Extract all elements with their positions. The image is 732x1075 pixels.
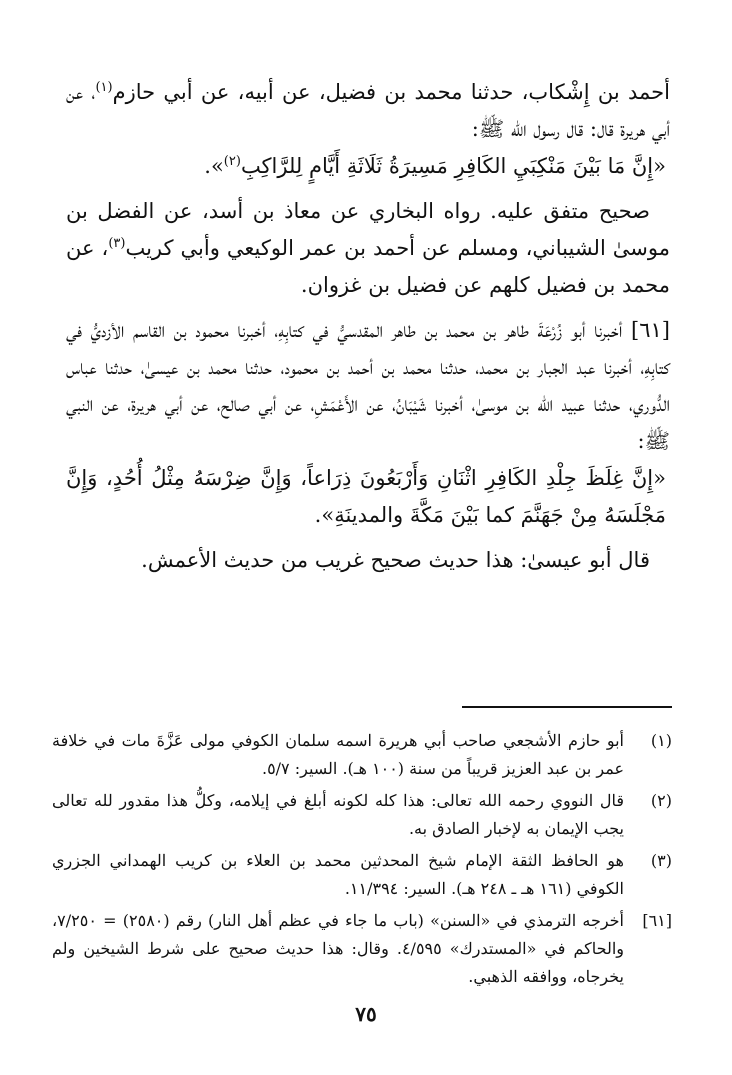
footnote-marker: (١) bbox=[95, 80, 113, 95]
footnote-2 bbox=[52, 787, 672, 843]
footnote-marker: (٣) bbox=[108, 236, 126, 251]
paragraph-abu-isa: قال أبو عيسىٰ: هذا حديث صحيح غريب من حديث الأعمش. bbox=[141, 548, 650, 572]
footnote-text: هو الحافظ الثقة الإمام شيخ المحدثين محمد بن العلاء بن كريب الهمداني الجزري الكوفي (١٦١ هـ ـ ٢٤٨ هـ). السير: ١١/٣٩٤. bbox=[52, 851, 624, 898]
paragraph-isnad-1 bbox=[66, 74, 670, 148]
paragraph-text: أحمد بن إِشْكاب، حدثنا محمد بن فضيل، عن أبيه، عن أبي حازم bbox=[112, 80, 670, 104]
footnote-number: [٦١] bbox=[642, 911, 672, 930]
paragraph-text: صحيح متفق عليه. رواه البخاري عن معاذ بن أسد، عن الفضل بن موسىٰ الشيباني، ومسلم عن أحمد بن عمر الوكيعي وأبي كريب bbox=[66, 199, 670, 260]
footnote-number: (١) bbox=[650, 731, 672, 750]
paragraph-text: ، عن أبي هريرة قال: قال رسول الله ﷺ: bbox=[66, 80, 670, 141]
footnote-number: (٣) bbox=[650, 851, 672, 870]
footnote-marker: (٢) bbox=[223, 154, 241, 169]
quote-text: «إِنَّ مَا بَيْنَ مَنْكِبَيِ الكَافِرِ مَسِيرَةُ ثَلَاثَةِ أَيَّامٍ لِلرَّاكِبِ bbox=[240, 154, 666, 178]
paragraph-grading bbox=[66, 193, 670, 304]
footnote-number: (٢) bbox=[650, 791, 672, 810]
footnote-3 bbox=[52, 847, 672, 903]
footnote-61 bbox=[52, 907, 672, 991]
hadith-quote-2: «إِنَّ غِلَظَ جِلْدِ الكَافِرِ اثْنَانِ وَأَرْبَعُونَ ذِرَاعاً، وَإِنَّ ضِرْسَهُ مِثْلُ أُحُدٍ، وَإِنَّ مَجْلَسَهُ مِنْ جَهَنَّمَ كما بَيْنَ مَكَّةَ والمدينَةِ». bbox=[66, 466, 666, 527]
main-text bbox=[66, 74, 670, 579]
footnote-1 bbox=[52, 727, 672, 783]
footnote-separator bbox=[462, 706, 672, 708]
page-number: ٧٥ bbox=[355, 1002, 377, 1026]
footnotes bbox=[52, 727, 672, 995]
quote-end: ». bbox=[204, 154, 224, 178]
footnote-text: أبو حازم الأشجعي صاحب أبي هريرة اسمه سلمان الكوفي مولى عَزَّةَ مات في خلافة عمر بن عبد العزيز قريباً من سنة (١٠٠ هـ). السير: ٥/٧. bbox=[52, 731, 624, 778]
paragraph-hadith-61: [٦١] أخبرنا أبو زُرْعَةَ طاهر بن محمد بن طاهر المقدسيُّ في كتابِهِ، أخبرنا محمود بن القاسم الأزديُّ في كتابِهِ، أخبرنا عبد الجبار بن محمد، حدثنا محمد بن أحمد بن محمود، حدثنا محمد بن عيسىٰ، حدثنا عباس الدُّوري، حدثنا عبيد الله بن موسىٰ، أخبرنا شَيْبَانُ، عن الأَعْمَشِ، عن أبي صالح، عن أبي هريرة، عن النبي ﷺ: bbox=[66, 318, 670, 453]
footnote-text: قال النووي رحمه الله تعالى: هذا كله لكونه أبلغ في إيلامه، وكلُّ هذا مقدور لله تعالى يجب الإيمان به لإخبار الصادق به. bbox=[52, 791, 625, 838]
paragraph-text: ، عن محمد بن فضيل كلهم عن فضيل بن غزوان. bbox=[66, 236, 670, 297]
hadith-quote-1 bbox=[66, 148, 670, 185]
footnote-text: أخرجه الترمذي في «السنن» (باب ما جاء في عظم أهل النار) رقم (٢٥٨٠) = ٧/٢٥٠، والحاكم في «المستدرك» ٤/٥٩٥. وقال: هذا حديث صحيح على شرط الشيخين ولم يخرجاه، ووافقه الذهبي. bbox=[52, 911, 624, 986]
